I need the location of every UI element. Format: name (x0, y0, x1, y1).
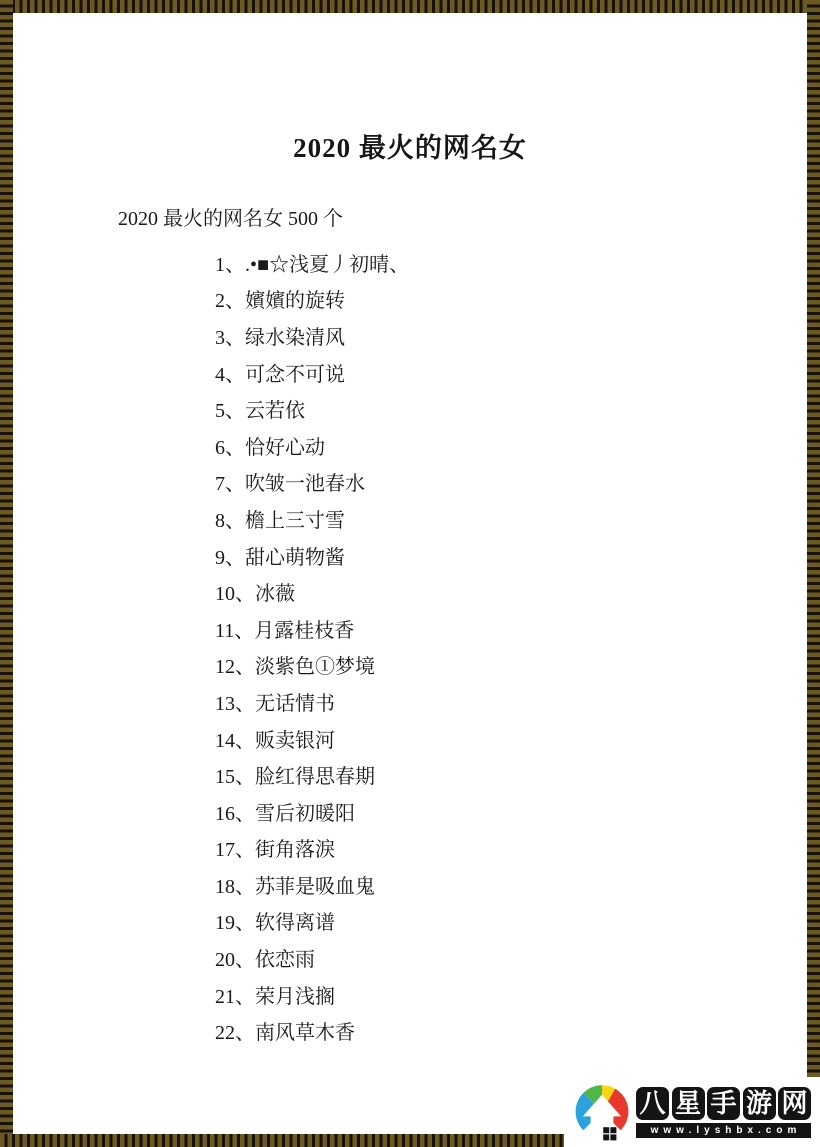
list-item (215, 354, 807, 391)
list-item (215, 720, 807, 757)
site-name-char: 游 (743, 1087, 776, 1120)
site-name-char: 星 (672, 1087, 705, 1120)
list-item (215, 537, 807, 574)
list-item-text: 13、无话情书 (215, 692, 335, 715)
frame-border-left (0, 0, 13, 1147)
list-item-text: 11、月露桂枝香 (215, 619, 355, 642)
list-item-text: 3、绿水染清风 (215, 326, 345, 349)
list-item (215, 1012, 807, 1049)
list-item (215, 317, 807, 354)
list-item-text: 8、檐上三寸雪 (215, 509, 345, 532)
list-item-text: 9、甜心萌物酱 (215, 546, 345, 569)
site-name-char: 八 (636, 1087, 669, 1120)
watermark-text-block (636, 1087, 814, 1138)
list-item (215, 793, 807, 830)
list-item-text: 2、嬪嬪的旋转 (215, 290, 345, 313)
list-item-text: 22、南风草木香 (215, 1022, 355, 1045)
list-item-text: 1、.•■☆浅夏丿初晴、 (215, 253, 410, 276)
list-item (215, 390, 807, 427)
list-item-text: 18、苏菲是吸血鬼 (215, 875, 375, 898)
list-item (215, 939, 807, 976)
name-list (215, 244, 807, 1049)
list-item-text: 20、依恋雨 (215, 949, 315, 972)
list-item (215, 281, 807, 318)
page-title: 2020 最火的网名女 (293, 133, 527, 163)
frame-border-right (807, 0, 820, 1147)
list-item (215, 244, 807, 281)
list-item (215, 610, 807, 647)
list-item (215, 830, 807, 867)
list-item-text: 10、冰薇 (215, 583, 295, 606)
list-item-text: 17、街角落淚 (215, 839, 335, 862)
list-item (215, 903, 807, 940)
site-watermark (564, 1077, 820, 1147)
list-item-text: 21、荣月浅搁 (215, 985, 335, 1008)
list-item (215, 427, 807, 464)
list-item-text: 7、吹皱一池春水 (215, 473, 365, 496)
list-item-text: 6、恰好心动 (215, 436, 325, 459)
list-item-text: 14、贩卖银河 (215, 729, 335, 752)
list-item (215, 573, 807, 610)
list-item (215, 683, 807, 720)
list-item-text: 19、软得离谱 (215, 912, 335, 935)
list-item (215, 500, 807, 537)
list-item (215, 756, 807, 793)
list-item (215, 647, 807, 684)
site-name-char: 网 (778, 1087, 811, 1120)
list-item-text: 15、脸红得思春期 (215, 766, 375, 789)
list-item (215, 464, 807, 501)
house-logo-icon (572, 1083, 632, 1145)
list-item-text: 16、雪后初暖阳 (215, 802, 355, 825)
site-name (636, 1087, 814, 1120)
list-item-text: 4、可念不可说 (215, 363, 345, 386)
list-item (215, 866, 807, 903)
site-url: www.lyshbx.com (636, 1123, 811, 1138)
site-name-char: 手 (707, 1087, 740, 1120)
frame-border-top (0, 0, 820, 13)
list-item-text: 12、淡紫色①梦境 (215, 656, 375, 679)
page-subtitle: 2020 最火的网名女 500 个 (118, 208, 343, 230)
list-item-text: 5、云若依 (215, 400, 305, 423)
list-item (215, 976, 807, 1013)
page-content (13, 13, 807, 1134)
